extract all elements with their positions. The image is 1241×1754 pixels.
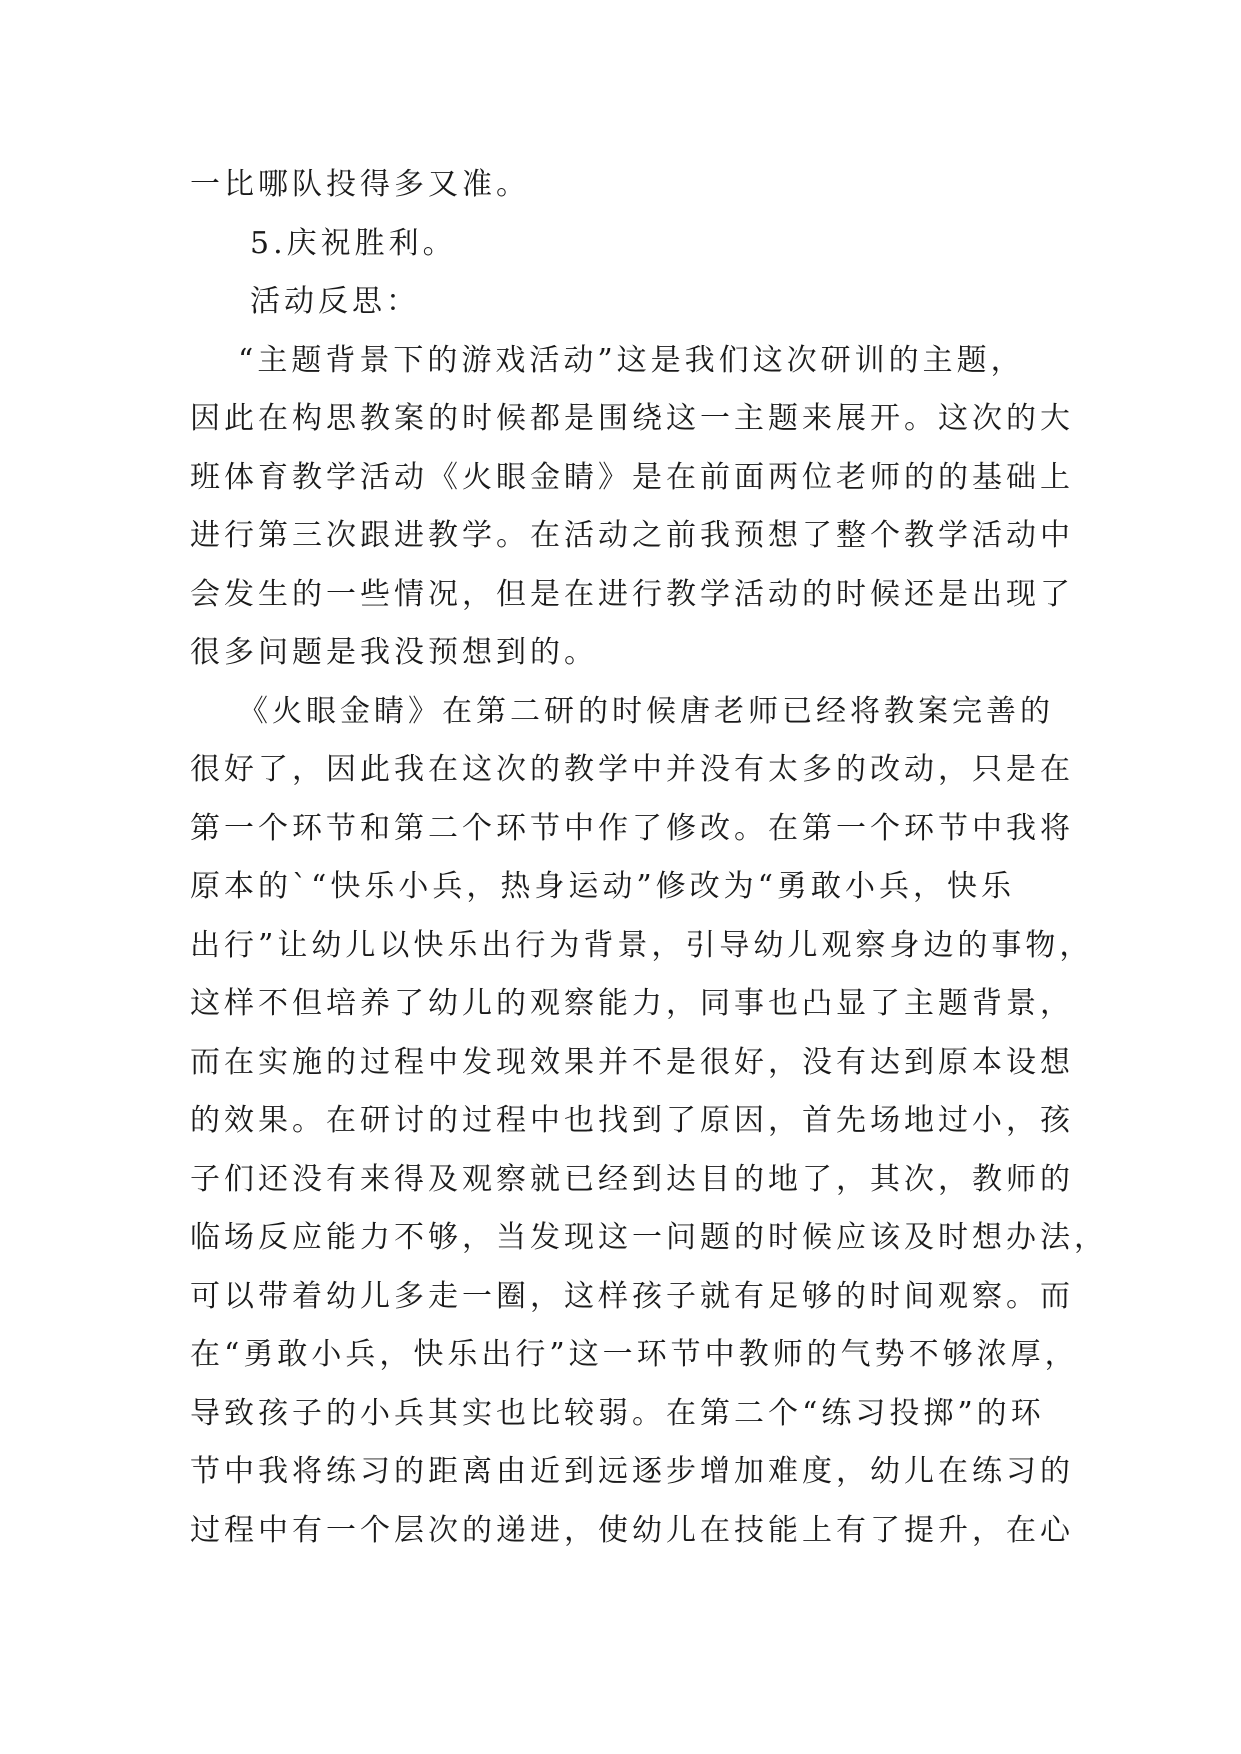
text-line: 导致孩子的小兵其实也比较弱。在第二个“练习投掷”的环 bbox=[190, 1395, 1045, 1431]
text-line: 在“勇敢小兵，快乐出行”这一环节中教师的气势不够浓厚， bbox=[190, 1337, 1079, 1372]
text-line: 子们还没有来得及观察就已经到达目的地了，其次，教师的 bbox=[190, 1161, 1074, 1197]
text-line: 出行”让幼儿以快乐出行为背景，引导幼儿观察身边的事物， bbox=[190, 927, 1094, 963]
paragraph-start: 《火眼金睛》在第二研的时候唐老师已经将教案完善的 bbox=[238, 693, 1054, 729]
list-item-celebrate: 5.庆祝胜利。 bbox=[250, 225, 457, 261]
section-heading-reflection: 活动反思： bbox=[250, 284, 420, 319]
document-body bbox=[190, 156, 1108, 1560]
text-line: 很好了，因此我在这次的教学中并没有太多的改动，只是在 bbox=[190, 752, 1074, 787]
paragraph-start: “主题背景下的游戏活动”这是我们这次研训的主题， bbox=[238, 342, 1025, 378]
text-line: 因此在构思教案的时候都是围绕这一主题来展开。这次的大 bbox=[190, 401, 1074, 436]
text-line: 临场反应能力不够，当发现这一问题的时候应该及时想办法， bbox=[190, 1220, 1108, 1255]
text-line: 班体育教学活动《火眼金睛》是在前面两位老师的的基础上 bbox=[190, 459, 1074, 495]
text-line: 一比哪队投得多又准。 bbox=[190, 167, 530, 202]
text-line: 很多问题是我没预想到的。 bbox=[190, 635, 598, 670]
text-line: 的效果。在研讨的过程中也找到了原因，首先场地过小，孩 bbox=[190, 1103, 1074, 1138]
text-line: 会发生的一些情况，但是在进行教学活动的时候还是出现了 bbox=[190, 576, 1074, 612]
text-line: 节中我将练习的距离由近到远逐步增加难度，幼儿在练习的 bbox=[190, 1454, 1074, 1489]
text-line: 这样不但培养了幼儿的观察能力，同事也凸显了主题背景， bbox=[190, 986, 1074, 1021]
text-line: 原本的`“快乐小兵，热身运动”修改为“勇敢小兵，快乐 bbox=[190, 869, 1016, 904]
text-line: 过程中有一个层次的递进，使幼儿在技能上有了提升，在心 bbox=[190, 1512, 1074, 1548]
text-line: 可以带着幼儿多走一圈，这样孩子就有足够的时间观察。而 bbox=[190, 1278, 1074, 1314]
text-line: 第一个环节和第二个环节中作了修改。在第一个环节中我将 bbox=[190, 810, 1074, 846]
text-line: 而在实施的过程中发现效果并不是很好，没有达到原本设想 bbox=[190, 1044, 1074, 1080]
text-line: 进行第三次跟进教学。在活动之前我预想了整个教学活动中 bbox=[190, 518, 1074, 553]
